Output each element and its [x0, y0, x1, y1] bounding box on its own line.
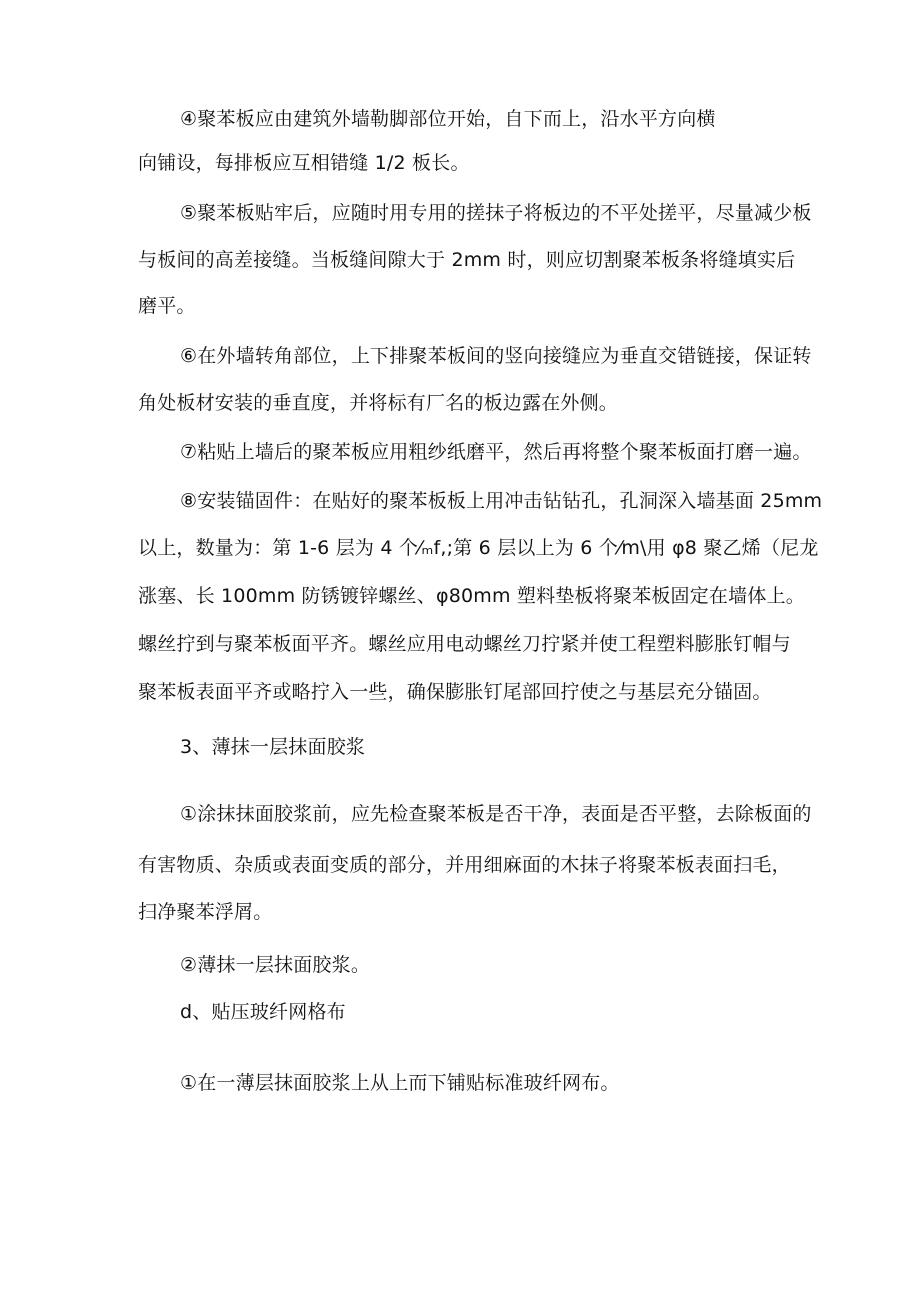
paragraph-5-line-1: ⑤聚苯板贴牢后，应随时用专用的搓抹子将板边的不平处搓平，尽量减少板 — [180, 202, 812, 224]
subsection-1-line-3: 扫净聚苯浮屑。 — [138, 901, 273, 923]
paragraph-7-line-1: ⑦粘贴上墙后的聚苯板应用粗纱纸磨平，然后再将整个聚苯板面打磨一遍。 — [180, 441, 812, 463]
paragraph-6-line-1: ⑥在外墙转角部位，上下排聚苯板间的竖向接缝应为垂直交错链接，保证转 — [180, 345, 812, 367]
subsection-1-line-1: ①涂抹抹面胶浆前，应先检查聚苯板是否干净，表面是否平整，去除板面的 — [180, 803, 812, 825]
paragraph-5-line-3: 磨平。 — [138, 295, 196, 317]
paragraph-8-line-3: 涨塞、长 100mm 防锈镀锌螺丝、φ80mm 塑料垫板将聚苯板固定在墙体上。 — [138, 585, 805, 607]
paragraph-4-line-2: 向铺设，每排板应互相错缝 1/2 板长。 — [138, 152, 470, 174]
section-heading-3: 3、薄抹一层抹面胶浆 — [180, 736, 366, 758]
paragraph-8-line-2: 以上，数量为：第 1-6 层为 4 个⁄ₘf,;第 6 层以上为 6 个⁄m\用 φ8 聚乙烯（尼龙 — [138, 537, 819, 559]
paragraph-6-line-2: 角处板材安装的垂直度，并将标有厂名的板边露在外侧。 — [138, 392, 619, 414]
paragraph-8-line-5: 聚苯板表面平齐或略拧入一些，确保膨胀钉尾部回拧使之与基层充分锚固。 — [138, 681, 772, 703]
subsection-d1-line-1: ①在一薄层抹面胶浆上从上而下铺贴标准玻纤网布。 — [180, 1072, 620, 1094]
paragraph-8-line-1: ⑧安装锚固件：在贴好的聚苯板板上用冲击钻钻孔，孔洞深入墙基面 25mm — [180, 490, 823, 512]
paragraph-5-line-2: 与板间的高差接缝。当板缝间隙大于 2mm 时，则应切割聚苯板条将缝填实后 — [138, 249, 796, 271]
section-heading-d: d、贴压玻纤网格布 — [180, 1001, 346, 1023]
subsection-2-line-1: ②薄抹一层抹面胶浆。 — [180, 954, 371, 976]
paragraph-8-line-4: 螺丝拧到与聚苯板面平齐。螺丝应用电动螺丝刀拧紧并使工程塑料膨胀钉帽与 — [138, 633, 791, 655]
subsection-1-line-2: 有害物质、杂质或表面变质的部分，并用细麻面的木抹子将聚苯板表面扫毛， — [138, 854, 791, 876]
paragraph-4-line-1: ④聚苯板应由建筑外墙勒脚部位开始，自下而上，沿水平方向横 — [180, 108, 716, 130]
